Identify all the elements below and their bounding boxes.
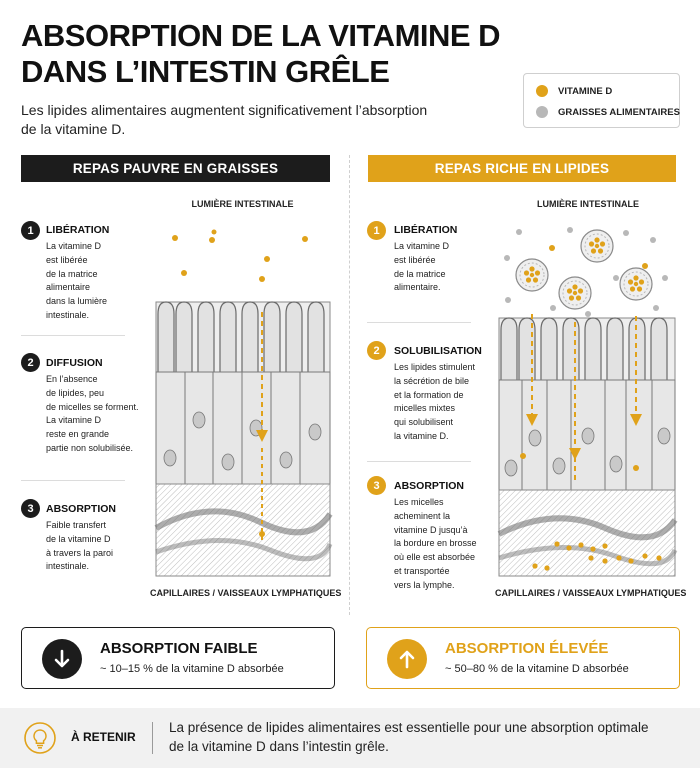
vitamin-d-dot [549,245,555,251]
vitamin-d-dot [302,236,308,242]
step-description: La vitamine D est libérée de la matrice alimentaire. [394,241,450,293]
epithelium [156,372,330,484]
fat-dot-icon [536,106,548,118]
step-title: LIBÉRATION [394,224,458,236]
step-number-badge: 3 [21,499,40,518]
mixed-micelle [620,268,652,300]
low-fat-intestine-illustration [150,222,335,582]
vitamin-d-dot [259,531,265,537]
step-description: Faible transfert de la vitamine D à travers la paroi intestinale. [46,520,114,572]
page-title [21,18,501,90]
step-title: ABSORPTION [394,480,465,492]
arrow-up-icon [387,639,427,679]
lightbulb-icon [24,722,56,754]
lumen-label: LUMIÈRE INTESTINALE [191,199,294,209]
step-separator [367,461,471,462]
column-divider [349,155,350,615]
mixed-micelle [516,259,548,291]
vitamin-d-dot [212,230,217,235]
legend-label: VITAMINE D [558,85,613,97]
vitamin-d-dot [642,263,648,269]
footer-text: La présence de lipides alimentaires est essentielle pour une absorption optimale de la vitamine D dans l’intestin grêle. [169,720,649,754]
vessel-label: CAPILLAIRES / VAISSEAUX LYMPHATIQUES [150,588,342,598]
step-number-badge: 2 [367,341,386,360]
legend-box [523,73,680,128]
vessel-label: CAPILLAIRES / VAISSEAUX LYMPHATIQUES [495,588,687,598]
lumen-label: LUMIÈRE INTESTINALE [536,199,639,209]
low-fat-column-header: REPAS PAUVRE EN GRAISSES [21,155,330,182]
result-detail: ~ 50–80 % de la vitamine D absorbée [445,663,629,675]
step-description: Les lipides stimulent la sécrétion de bile et la formation de micelles mixtes qui solubilisent la vitamine D. [394,362,476,441]
mixed-micelle [581,230,613,262]
step-separator [21,335,125,336]
step-number-badge: 2 [21,353,40,372]
step-description: En l’absence de lipides, peu de micelles se forment. La vitamine D reste en grande partie non solubilisée. [46,374,139,453]
step-description: Les micelles acheminent la vitamine D jusqu’à la bordure en brosse où elle est absorbée et transportée vers la lymphe. [394,497,477,590]
footer-label: À RETENIR [71,730,136,744]
step-number-badge: 3 [367,476,386,495]
step-description: La vitamine D est libérée de la matrice alimentaire dans la lumière intestinale. [46,241,108,320]
high-fat-column-header: REPAS RICHE EN LIPIDES [368,155,676,182]
step-number-badge: 1 [367,221,386,240]
result-title: ABSORPTION FAIBLE [100,640,258,657]
vitamin-d-dot [172,235,178,241]
step-separator [367,322,471,323]
legend-label: GRAISSES ALIMENTAIRES [558,106,680,118]
arrow-down-icon [42,639,82,679]
low-absorption-result [21,627,335,689]
vitamin-d-dot [181,270,187,276]
footer-divider [152,722,153,754]
result-detail: ~ 10–15 % de la vitamine D absorbée [100,663,284,675]
step-number-badge: 1 [21,221,40,240]
mixed-micelle [559,277,591,309]
step-title: ABSORPTION [46,503,117,515]
page-subtitle: Les lipides alimentaires augmentent significativement l’absorption de la vitamine D. [21,102,428,137]
vitamin-d-dot [209,237,215,243]
step-title: LIBÉRATION [46,224,110,236]
vitamin-d-dot-icon [536,85,548,97]
key-takeaway-footer [0,708,700,768]
title-line-1: ABSORPTION DE LA VITAMINE D [21,18,501,53]
legend-item-vitamin-d [536,83,612,99]
step-separator [21,480,125,481]
title-line-2: DANS L’INTESTIN GRÊLE [21,54,390,89]
step-title: SOLUBILISATION [394,345,482,357]
legend-item-dietary-fat [536,104,680,120]
step-title: DIFFUSION [46,357,103,369]
result-title: ABSORPTION ÉLEVÉE [445,640,609,657]
high-fat-intestine-illustration [495,222,680,582]
vitamin-d-dot [259,276,265,282]
vitamin-d-dot [264,256,270,262]
high-absorption-result [366,627,680,689]
